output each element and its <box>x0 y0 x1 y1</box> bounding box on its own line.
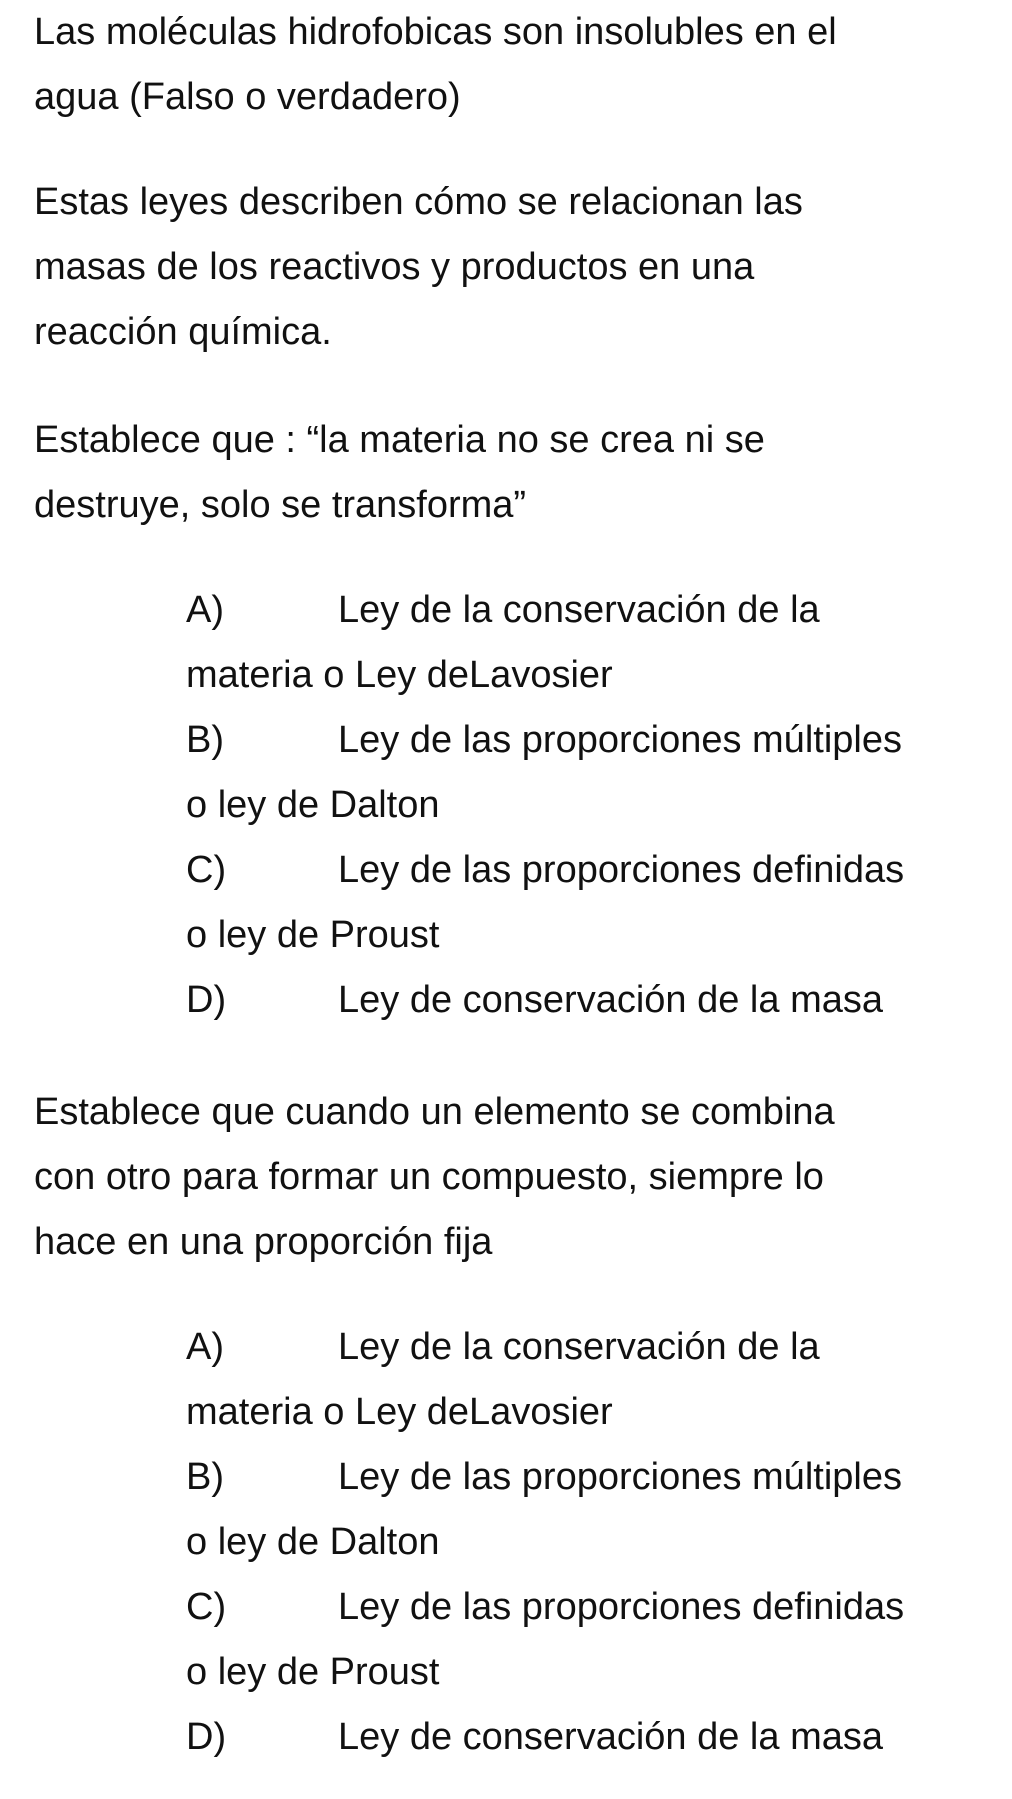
options-list-materia <box>186 578 1006 1033</box>
option-text: Ley de conservación de la masa <box>338 1716 883 1758</box>
question-hidrofobicas <box>34 0 954 130</box>
question-text-line: agua (Falso o verdadero) <box>34 76 461 118</box>
option-c-continued <box>186 903 1006 968</box>
option-b-continued <box>186 773 1006 838</box>
question-text-line: hace en una proporción fija <box>34 1221 493 1263</box>
question-text-line: Las moléculas hidrofobicas son insolubles en el <box>34 11 837 53</box>
option-letter: B) <box>186 719 224 761</box>
question-materia <box>34 408 914 538</box>
option-text: Ley de las proporciones múltiples <box>338 719 902 761</box>
option-b-continued <box>186 1510 1006 1575</box>
option-text: Ley de las proporciones definidas <box>338 1586 905 1628</box>
option-a <box>186 578 1006 643</box>
option-letter: D) <box>186 1716 227 1758</box>
option-text: materia o Ley deLavosier <box>186 1391 613 1433</box>
option-c <box>186 1575 1006 1640</box>
option-letter: B) <box>186 1456 224 1498</box>
question-text-line: Estas leyes describen cómo se relacionan las <box>34 181 803 223</box>
option-text: o ley de Proust <box>186 914 440 956</box>
option-text: Ley de las proporciones definidas <box>338 849 905 891</box>
question-text-line: reacción química. <box>34 311 332 353</box>
question-text-line: con otro para formar un compuesto, siempre lo <box>34 1156 824 1198</box>
option-text: Ley de la conservación de la <box>338 1326 820 1368</box>
option-b <box>186 708 1006 773</box>
option-a <box>186 1315 1006 1380</box>
option-letter: A) <box>186 1326 224 1368</box>
option-text: Ley de la conservación de la <box>338 589 820 631</box>
options-list-proporcion <box>186 1315 1006 1770</box>
option-a-continued <box>186 1380 1006 1445</box>
option-c-continued <box>186 1640 1006 1705</box>
question-proporcion-fija <box>34 1080 954 1275</box>
option-d <box>186 1705 1006 1770</box>
question-leyes <box>34 170 914 365</box>
option-d <box>186 968 1006 1033</box>
option-text: Ley de las proporciones múltiples <box>338 1456 902 1498</box>
option-letter: A) <box>186 589 224 631</box>
question-text-line: masas de los reactivos y productos en una <box>34 246 755 288</box>
option-b <box>186 1445 1006 1510</box>
question-text-line: Establece que : “la materia no se crea ni se <box>34 419 765 461</box>
option-text: o ley de Dalton <box>186 784 440 826</box>
option-c <box>186 838 1006 903</box>
option-text: o ley de Dalton <box>186 1521 440 1563</box>
option-letter: C) <box>186 1586 227 1628</box>
question-text-line: destruye, solo se transforma” <box>34 484 527 526</box>
option-a-continued <box>186 643 1006 708</box>
option-letter: D) <box>186 979 227 1021</box>
option-text: o ley de Proust <box>186 1651 440 1693</box>
option-letter: C) <box>186 849 227 891</box>
question-text-line: Establece que cuando un elemento se combina <box>34 1091 835 1133</box>
option-text: materia o Ley deLavosier <box>186 654 613 696</box>
option-text: Ley de conservación de la masa <box>338 979 883 1021</box>
